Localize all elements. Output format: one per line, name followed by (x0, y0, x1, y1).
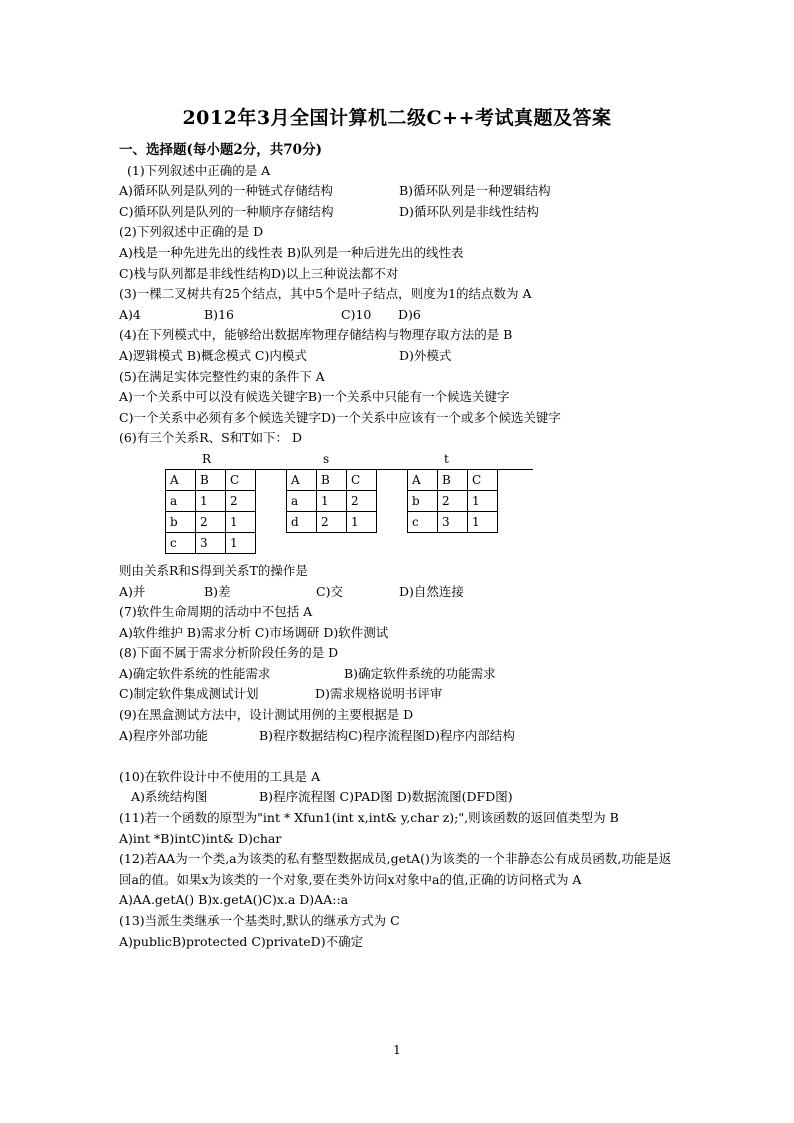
table-cell: b (408, 490, 438, 511)
option-line: C)栈与队列都是非线性结构D)以上三种说法都不对 (119, 265, 399, 281)
document-title: 2012年3月全国计算机二级C++考试真题及答案 (182, 107, 612, 129)
table-cell: 2 (347, 490, 377, 511)
option-row (119, 346, 679, 367)
option-c: C)交 (316, 583, 343, 599)
table-cell: B (196, 469, 226, 490)
table-name-r: R (202, 451, 212, 466)
question-stem: (5)在满足实体完整性约束的条件下 A (119, 368, 325, 384)
table-cell: C (468, 469, 498, 490)
table-row (287, 511, 377, 532)
option-b: B)差 (204, 583, 231, 599)
table-cell: 1 (468, 511, 498, 532)
table-cell: B (438, 469, 468, 490)
relation-tables (119, 449, 679, 561)
question-stem: (8)下面不属于需求分析阶段任务的是 D (119, 645, 339, 661)
option-row (119, 181, 679, 202)
relation-table-s (286, 469, 377, 533)
section-heading: 一、选择题(每小题2分，共70分) (119, 142, 322, 158)
option-row (119, 787, 679, 808)
table-cell: C (226, 469, 256, 490)
table-cell: b (166, 511, 196, 532)
table-cell: c (408, 511, 438, 532)
question-stem: (9)在黑盒测试方法中，设计测试用例的主要根据是 D (119, 707, 414, 723)
table-cell: 1 (468, 490, 498, 511)
table-cell: 2 (438, 490, 468, 511)
table-cell: 2 (317, 511, 347, 532)
table-row (408, 490, 498, 511)
table-row (408, 469, 498, 490)
option-d: D)外模式 (399, 347, 452, 363)
question-stem: (4)在下列模式中，能够给出数据库物理存储结构与物理存取方法的是 B (119, 327, 513, 343)
table-cell: 2 (226, 490, 256, 511)
question-stem: (13)当派生类继承一个基类时,默认的继承方式为 C (119, 913, 400, 928)
option-row (119, 305, 679, 326)
table-cell: C (347, 469, 377, 490)
question-stem: (7)软件生命周期的活动中不包括 A (119, 604, 313, 620)
question-stem: (1)下列叙述中正确的是 A (127, 162, 271, 178)
table-cell: d (287, 511, 317, 532)
option-line: A)publicB)protected C)privateD)不确定 (119, 933, 364, 949)
table-cell: A (166, 469, 196, 490)
table-cell: A (408, 469, 438, 490)
question-list (119, 140, 679, 952)
option-row (119, 582, 679, 603)
table-cell: B (317, 469, 347, 490)
table-cell: 1 (347, 511, 377, 532)
table-cell: A (287, 469, 317, 490)
table-row (287, 490, 377, 511)
option-b: B)确定软件系统的功能需求 (344, 665, 496, 681)
option-row (119, 664, 679, 685)
option-line: A)AA.getA() B)x.getA()C)x.a D)AA::a (119, 892, 349, 908)
option-line: C)一个关系中必须有多个候选关键字D)一个关系中应该有一个或多个候选关键字 (119, 409, 561, 425)
table-row (166, 532, 256, 553)
option-a: A)系统结构图 (131, 789, 208, 805)
question-text: 则由关系R和S得到关系T的操作是 (119, 562, 308, 578)
table-name-s: s (323, 451, 330, 466)
option-line: A)逻辑模式 B)概念模式 C)内模式 (119, 347, 307, 363)
table-cell: 3 (196, 532, 226, 553)
option-row (119, 684, 679, 705)
relation-table-t (407, 469, 498, 533)
option-d: D)自然连接 (399, 583, 464, 599)
table-row (287, 469, 377, 490)
option-line: A)软件维护 B)需求分析 C)市场调研 D)软件测试 (119, 624, 389, 640)
blank-line (119, 746, 679, 767)
question-stem: (3)一棵二叉树共有25个结点，其中5个是叶子结点，则度为1的结点数为 A (119, 286, 532, 302)
option-b: B)16 (204, 306, 234, 322)
option-d: D)6 (398, 306, 421, 322)
table-cell: 2 (196, 511, 226, 532)
option-d: D)循环队列是非线性结构 (399, 203, 539, 219)
option-a: A)4 (119, 306, 141, 322)
table-cell: 1 (226, 511, 256, 532)
question-stem: (2)下列叙述中正确的是 D (119, 224, 264, 240)
option-line: A)一个关系中可以没有候选关键字B)一个关系中只能有一个候选关键字 (119, 389, 510, 405)
table-cell: 3 (438, 511, 468, 532)
question-stem: (12)若AA为一个类,a为该类的私有整型数据成员,getA()为该类的一个非静态公有成员函数,功能是返回a的值。如果x为该类的一个对象,要在类外访问x对象中a的值,正确的访问格式为 A (119, 851, 672, 887)
option-line: B)程序流程图 C)PAD图 D)数据流图(DFD图) (259, 789, 513, 805)
option-row (119, 726, 679, 747)
option-c: C)制定软件集成测试计划 (119, 686, 259, 702)
page-number: 1 (393, 1043, 401, 1057)
option-line: A)int *B)intC)int& D)char (119, 830, 282, 846)
table-cell: 1 (226, 532, 256, 553)
option-d: D)需求规格说明书评审 (315, 686, 443, 702)
table-row (166, 511, 256, 532)
question-stem: (11)若一个函数的原型为"int * Xfun1(int x,int& y,char z);",则该函数的返回值类型为 B (119, 810, 619, 826)
table-name-t: t (444, 451, 449, 466)
table-row (166, 469, 256, 490)
option-a: A)确定软件系统的性能需求 (119, 665, 271, 681)
table-row (408, 511, 498, 532)
option-line: A)栈是一种先进先出的线性表 B)队列是一种后进先出的线性表 (119, 244, 464, 260)
table-row (166, 490, 256, 511)
question-stem: (6)有三个关系R、S和T如下： D (119, 430, 303, 446)
table-cell: a (166, 490, 196, 511)
question-stem: (10)在软件设计中不使用的工具是 A (119, 768, 321, 784)
option-row (119, 202, 679, 223)
table-cell: 1 (196, 490, 226, 511)
option-b: B)循环队列是一种逻辑结构 (399, 183, 551, 199)
option-c: C)10 (341, 306, 372, 322)
table-cell: a (287, 490, 317, 511)
table-cell: 1 (317, 490, 347, 511)
option-a: A)程序外部功能 (119, 727, 208, 743)
option-a: A)并 (119, 583, 146, 599)
table-cell: c (166, 532, 196, 553)
option-a: A)循环队列是队列的一种链式存储结构 (119, 183, 333, 199)
relation-table-r (165, 469, 256, 554)
option-c: C)循环队列是队列的一种顺序存储结构 (119, 203, 334, 219)
option-line: B)程序数据结构C)程序流程图D)程序内部结构 (259, 727, 515, 743)
